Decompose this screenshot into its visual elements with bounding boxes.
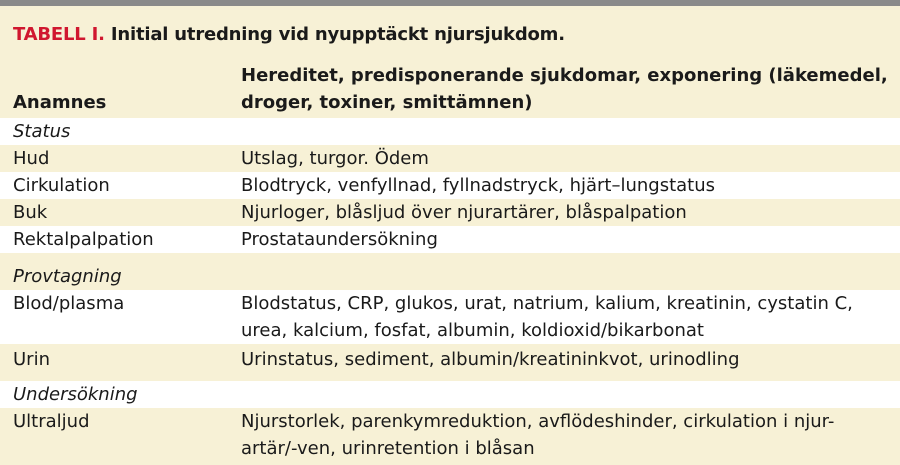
section-row bbox=[0, 118, 900, 145]
row-value-line1: Blodstatus, CRP, glukos, urat, natrium, kalium, kreatinin, cystatin C, bbox=[241, 293, 853, 314]
row-label: Cirkulation bbox=[13, 175, 110, 196]
row-label: Ultraljud bbox=[13, 411, 90, 432]
table-row bbox=[0, 199, 900, 226]
row-label: Blod/plasma bbox=[13, 293, 125, 314]
table-row bbox=[0, 172, 900, 199]
section-row bbox=[0, 381, 900, 408]
row-label: Buk bbox=[13, 202, 48, 223]
table-row bbox=[0, 226, 900, 253]
table-row bbox=[0, 346, 900, 373]
row-value: Blodtryck, venfyllnad, fyllnadstryck, hjärt–lungstatus bbox=[241, 175, 716, 196]
section-title-undersokning: Undersökning bbox=[13, 384, 138, 405]
row-label: Urin bbox=[13, 349, 50, 370]
row-value: Urinstatus, sediment, albumin/kreatininkvot, urinodling bbox=[241, 349, 740, 370]
anamnes-text-line2: droger, toxiner, smittämnen) bbox=[241, 92, 533, 113]
table-header-row bbox=[0, 62, 900, 118]
table-caption bbox=[13, 24, 565, 45]
table-row bbox=[0, 408, 900, 465]
table-number: TABELL I. bbox=[13, 24, 105, 45]
row-value-line1: Njurstorlek, parenkymreduktion, avflödeshinder, cirkulation i njur- bbox=[241, 411, 835, 432]
anamnes-text-line1: Hereditet, predisponerande sjukdomar, exponering (läkemedel, bbox=[241, 65, 888, 86]
row-label: Hud bbox=[13, 148, 50, 169]
section-title-provtagning: Provtagning bbox=[13, 266, 122, 287]
section-title-status: Status bbox=[13, 121, 71, 142]
table-row bbox=[0, 290, 900, 344]
row-value: Utslag, turgor. Ödem bbox=[241, 148, 429, 169]
table-row bbox=[0, 145, 900, 172]
table-title: Initial utredning vid nyupptäckt njursjukdom. bbox=[110, 24, 565, 45]
row-value-line2: artär/-ven, urinretention i blåsan bbox=[241, 438, 535, 459]
row-label: Rektalpalpation bbox=[13, 229, 154, 250]
row-value-line2: urea, kalcium, fosfat, albumin, koldioxid/bikarbonat bbox=[241, 320, 704, 341]
section-row bbox=[0, 263, 900, 290]
row-value: Njurloger, blåsljud över njurartärer, blåspalpation bbox=[241, 202, 687, 223]
row-value: Prostataundersökning bbox=[241, 229, 438, 250]
anamnes-label: Anamnes bbox=[13, 92, 107, 113]
